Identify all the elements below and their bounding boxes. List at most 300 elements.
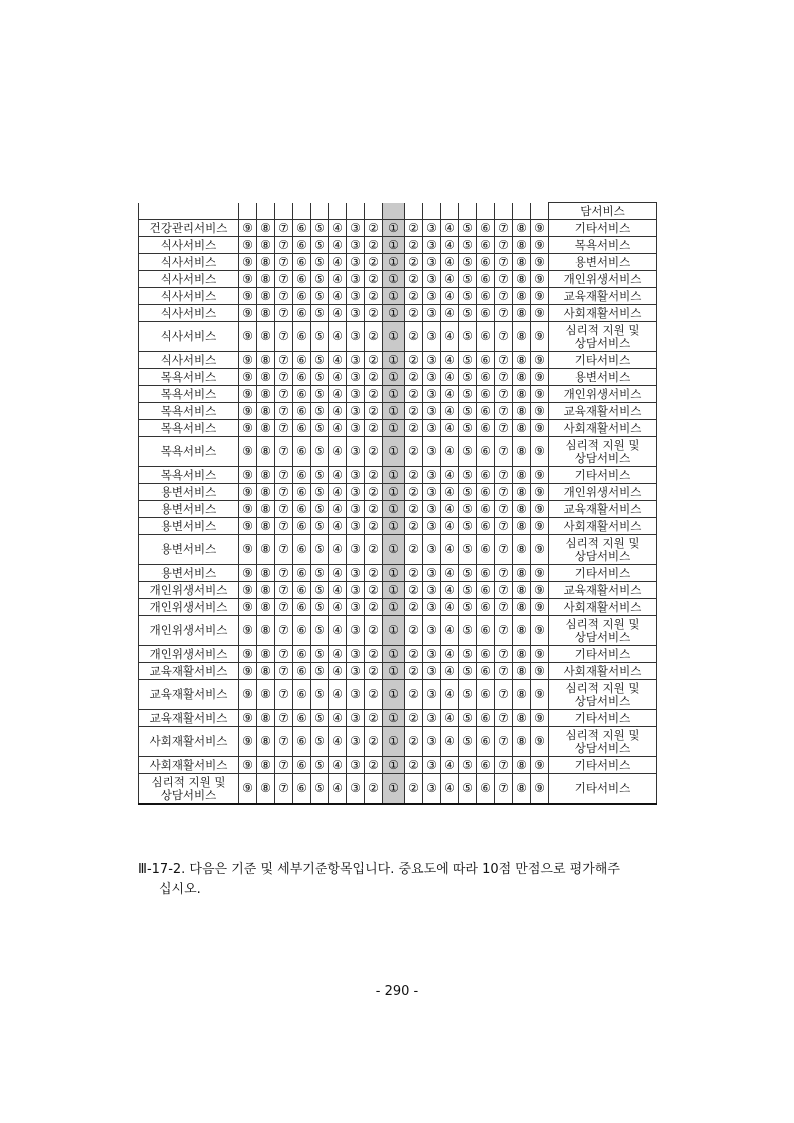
scale-option[interactable]: ⑧ — [513, 727, 531, 757]
scale-option[interactable]: ⑥ — [477, 254, 495, 271]
scale-option[interactable]: ② — [365, 727, 383, 757]
scale-option[interactable]: ④ — [329, 535, 347, 565]
scale-option[interactable]: ⑤ — [311, 616, 329, 646]
scale-option[interactable]: ⑨ — [239, 484, 257, 501]
scale-option[interactable]: ⑥ — [477, 501, 495, 518]
scale-option[interactable]: ⑥ — [477, 352, 495, 369]
scale-option[interactable]: ⑦ — [275, 271, 293, 288]
scale-option[interactable]: ⑤ — [459, 727, 477, 757]
scale-option[interactable]: ④ — [441, 220, 459, 237]
scale-option[interactable]: ② — [365, 352, 383, 369]
scale-option[interactable]: ② — [405, 774, 423, 805]
scale-option[interactable]: ⑨ — [239, 467, 257, 484]
scale-option[interactable]: ② — [405, 710, 423, 727]
scale-option-equal[interactable]: ① — [383, 646, 405, 663]
scale-option[interactable]: ⑧ — [257, 271, 275, 288]
scale-option[interactable]: ⑧ — [513, 599, 531, 616]
scale-option-equal[interactable]: ① — [383, 757, 405, 774]
scale-option[interactable]: ③ — [423, 518, 441, 535]
scale-option-equal[interactable]: ① — [383, 484, 405, 501]
scale-option[interactable]: ④ — [329, 774, 347, 805]
scale-option[interactable]: ⑤ — [311, 386, 329, 403]
scale-option[interactable]: ③ — [423, 237, 441, 254]
scale-option[interactable]: ⑨ — [531, 565, 549, 582]
scale-option[interactable]: ② — [405, 288, 423, 305]
scale-option[interactable]: ⑤ — [311, 237, 329, 254]
scale-option[interactable]: ④ — [441, 254, 459, 271]
scale-option[interactable]: ⑤ — [459, 599, 477, 616]
scale-option[interactable]: ⑦ — [275, 680, 293, 710]
scale-option[interactable]: ④ — [441, 467, 459, 484]
scale-option[interactable]: ⑥ — [477, 403, 495, 420]
scale-option[interactable]: ④ — [441, 420, 459, 437]
scale-option[interactable]: ③ — [423, 484, 441, 501]
scale-option[interactable]: ⑧ — [257, 467, 275, 484]
scale-option[interactable]: ⑥ — [293, 680, 311, 710]
scale-option[interactable]: ⑧ — [513, 646, 531, 663]
scale-option[interactable]: ③ — [423, 616, 441, 646]
scale-option[interactable]: ⑤ — [459, 501, 477, 518]
scale-option-equal[interactable]: ① — [383, 774, 405, 805]
scale-option[interactable]: ⑥ — [477, 322, 495, 352]
scale-option[interactable]: ⑨ — [531, 237, 549, 254]
scale-option-equal[interactable]: ① — [383, 710, 405, 727]
scale-option[interactable]: ⑤ — [459, 518, 477, 535]
scale-option[interactable]: ⑨ — [239, 646, 257, 663]
scale-option[interactable]: ⑧ — [257, 565, 275, 582]
scale-option[interactable]: ⑥ — [293, 386, 311, 403]
scale-option[interactable]: ② — [405, 352, 423, 369]
scale-option[interactable]: ④ — [441, 369, 459, 386]
scale-option[interactable]: ⑨ — [531, 271, 549, 288]
scale-option-equal[interactable]: ① — [383, 420, 405, 437]
scale-option[interactable]: ② — [365, 774, 383, 805]
scale-option[interactable]: ⑦ — [495, 386, 513, 403]
scale-option[interactable]: ⑤ — [311, 774, 329, 805]
scale-option[interactable]: ⑤ — [311, 582, 329, 599]
scale-option[interactable]: ⑥ — [293, 501, 311, 518]
scale-option[interactable]: ⑤ — [459, 774, 477, 805]
scale-option[interactable]: ② — [405, 501, 423, 518]
scale-option[interactable]: ② — [405, 518, 423, 535]
scale-option[interactable]: ② — [405, 727, 423, 757]
scale-option-equal[interactable]: ① — [383, 467, 405, 484]
scale-option[interactable]: ④ — [441, 237, 459, 254]
scale-option[interactable]: ③ — [347, 403, 365, 420]
scale-option[interactable]: ③ — [347, 386, 365, 403]
scale-option[interactable]: ⑤ — [311, 288, 329, 305]
scale-option[interactable]: ⑧ — [513, 254, 531, 271]
scale-option[interactable]: ⑦ — [275, 220, 293, 237]
scale-option[interactable]: ④ — [329, 437, 347, 467]
scale-option[interactable]: ⑥ — [293, 646, 311, 663]
scale-option[interactable]: ⑤ — [459, 237, 477, 254]
scale-option[interactable]: ⑧ — [257, 599, 275, 616]
scale-option[interactable]: ⑨ — [531, 599, 549, 616]
scale-option[interactable]: ⑤ — [311, 646, 329, 663]
scale-option[interactable]: ⑧ — [513, 484, 531, 501]
scale-option[interactable]: ③ — [347, 237, 365, 254]
scale-option[interactable]: ② — [405, 484, 423, 501]
scale-option[interactable]: ⑧ — [513, 322, 531, 352]
scale-option[interactable]: ③ — [347, 484, 365, 501]
scale-option[interactable]: ⑦ — [275, 237, 293, 254]
scale-option[interactable]: ③ — [423, 254, 441, 271]
scale-option[interactable]: ③ — [347, 467, 365, 484]
scale-option[interactable]: ② — [365, 582, 383, 599]
scale-option[interactable]: ③ — [423, 322, 441, 352]
scale-option-equal[interactable]: ① — [383, 582, 405, 599]
scale-option[interactable]: ⑧ — [513, 501, 531, 518]
scale-option[interactable]: ⑤ — [459, 646, 477, 663]
scale-option[interactable]: ④ — [329, 386, 347, 403]
scale-option[interactable]: ⑥ — [293, 518, 311, 535]
scale-option[interactable]: ④ — [329, 403, 347, 420]
scale-option[interactable]: ② — [405, 599, 423, 616]
scale-option[interactable]: ② — [365, 467, 383, 484]
scale-option[interactable]: ③ — [423, 501, 441, 518]
scale-option[interactable]: ③ — [347, 710, 365, 727]
scale-option[interactable]: ⑦ — [495, 305, 513, 322]
scale-option[interactable]: ⑥ — [293, 403, 311, 420]
scale-option[interactable]: ⑦ — [495, 501, 513, 518]
scale-option[interactable]: ② — [365, 663, 383, 680]
scale-option[interactable]: ③ — [347, 288, 365, 305]
scale-option[interactable]: ⑤ — [311, 271, 329, 288]
scale-option[interactable]: ⑨ — [239, 582, 257, 599]
scale-option[interactable]: ⑤ — [459, 757, 477, 774]
scale-option[interactable]: ⑦ — [275, 288, 293, 305]
scale-option[interactable]: ⑨ — [531, 680, 549, 710]
scale-option[interactable]: ⑨ — [239, 518, 257, 535]
scale-option-equal[interactable]: ① — [383, 616, 405, 646]
scale-option[interactable]: ③ — [347, 757, 365, 774]
scale-option[interactable]: ⑨ — [239, 565, 257, 582]
scale-option[interactable]: ⑦ — [275, 386, 293, 403]
scale-option[interactable]: ⑥ — [293, 710, 311, 727]
scale-option[interactable]: ⑧ — [513, 582, 531, 599]
scale-option[interactable]: ③ — [347, 727, 365, 757]
scale-option[interactable]: ② — [405, 680, 423, 710]
scale-option[interactable]: ⑨ — [531, 663, 549, 680]
scale-option-equal[interactable]: ① — [383, 237, 405, 254]
scale-option[interactable]: ④ — [329, 582, 347, 599]
scale-option[interactable]: ⑦ — [275, 403, 293, 420]
scale-option[interactable]: ④ — [441, 322, 459, 352]
scale-option[interactable]: ⑤ — [311, 322, 329, 352]
scale-option[interactable]: ⑤ — [459, 616, 477, 646]
scale-option[interactable]: ⑨ — [239, 420, 257, 437]
scale-option[interactable]: ② — [405, 220, 423, 237]
scale-option[interactable]: ⑧ — [513, 535, 531, 565]
scale-option[interactable]: ⑧ — [513, 369, 531, 386]
scale-option[interactable]: ⑨ — [531, 501, 549, 518]
scale-option[interactable]: ③ — [347, 220, 365, 237]
scale-option[interactable]: ④ — [329, 663, 347, 680]
scale-option[interactable]: ⑤ — [459, 369, 477, 386]
scale-option[interactable]: ⑦ — [495, 565, 513, 582]
scale-option[interactable]: ⑥ — [477, 727, 495, 757]
scale-option[interactable]: ② — [405, 646, 423, 663]
scale-option[interactable]: ⑧ — [513, 616, 531, 646]
scale-option[interactable]: ⑦ — [495, 518, 513, 535]
scale-option[interactable]: ⑤ — [459, 254, 477, 271]
scale-option[interactable]: ④ — [441, 663, 459, 680]
scale-option[interactable]: ③ — [423, 437, 441, 467]
scale-option[interactable]: ⑥ — [293, 663, 311, 680]
scale-option[interactable]: ⑥ — [477, 484, 495, 501]
scale-option[interactable]: ⑤ — [311, 710, 329, 727]
scale-option[interactable]: ⑤ — [311, 305, 329, 322]
scale-option[interactable]: ⑥ — [293, 599, 311, 616]
scale-option[interactable]: ⑤ — [459, 322, 477, 352]
scale-option-equal[interactable]: ① — [383, 403, 405, 420]
scale-option[interactable]: ② — [405, 535, 423, 565]
scale-option-equal[interactable]: ① — [383, 271, 405, 288]
scale-option[interactable]: ⑨ — [531, 220, 549, 237]
scale-option[interactable]: ② — [365, 710, 383, 727]
scale-option[interactable]: ④ — [441, 386, 459, 403]
scale-option[interactable]: ⑨ — [239, 774, 257, 805]
scale-option[interactable]: ⑤ — [459, 220, 477, 237]
scale-option[interactable]: ⑦ — [495, 237, 513, 254]
scale-option[interactable]: ④ — [329, 420, 347, 437]
scale-option[interactable]: ⑤ — [459, 437, 477, 467]
scale-option[interactable]: ⑧ — [257, 616, 275, 646]
scale-option[interactable]: ⑥ — [293, 437, 311, 467]
scale-option[interactable]: ⑤ — [311, 501, 329, 518]
scale-option[interactable]: ⑦ — [495, 599, 513, 616]
scale-option[interactable]: ⑤ — [459, 710, 477, 727]
scale-option[interactable]: ⑧ — [257, 646, 275, 663]
scale-option[interactable]: ⑤ — [459, 420, 477, 437]
scale-option[interactable]: ⑤ — [311, 757, 329, 774]
scale-option[interactable]: ⑧ — [257, 582, 275, 599]
scale-option[interactable]: ② — [405, 271, 423, 288]
scale-option[interactable]: ⑦ — [495, 680, 513, 710]
scale-option[interactable]: ⑦ — [495, 322, 513, 352]
scale-option[interactable]: ④ — [441, 582, 459, 599]
scale-option[interactable]: ⑨ — [531, 646, 549, 663]
scale-option[interactable]: ③ — [423, 646, 441, 663]
scale-option[interactable]: ④ — [441, 710, 459, 727]
scale-option[interactable]: ③ — [423, 535, 441, 565]
scale-option[interactable]: ⑧ — [257, 237, 275, 254]
scale-option[interactable]: ④ — [329, 305, 347, 322]
scale-option[interactable]: ④ — [441, 305, 459, 322]
scale-option[interactable]: ⑥ — [293, 484, 311, 501]
scale-option[interactable]: ⑥ — [293, 369, 311, 386]
scale-option[interactable]: ⑧ — [513, 437, 531, 467]
scale-option[interactable]: ⑦ — [495, 710, 513, 727]
scale-option[interactable]: ⑤ — [311, 369, 329, 386]
scale-option[interactable]: ⑧ — [257, 288, 275, 305]
scale-option[interactable]: ⑥ — [477, 518, 495, 535]
scale-option[interactable]: ⑧ — [513, 663, 531, 680]
scale-option[interactable]: ④ — [329, 254, 347, 271]
scale-option[interactable]: ⑨ — [531, 616, 549, 646]
scale-option[interactable]: ⑧ — [513, 680, 531, 710]
scale-option[interactable]: ③ — [347, 322, 365, 352]
scale-option[interactable]: ⑨ — [531, 774, 549, 805]
scale-option[interactable]: ④ — [441, 757, 459, 774]
scale-option[interactable]: ⑨ — [531, 420, 549, 437]
scale-option[interactable]: ⑧ — [513, 467, 531, 484]
scale-option[interactable]: ④ — [441, 501, 459, 518]
scale-option[interactable]: ③ — [347, 535, 365, 565]
scale-option[interactable]: ⑧ — [257, 774, 275, 805]
scale-option[interactable]: ⑧ — [257, 680, 275, 710]
scale-option[interactable]: ④ — [441, 288, 459, 305]
scale-option[interactable]: ⑧ — [257, 437, 275, 467]
scale-option[interactable]: ⑤ — [311, 484, 329, 501]
scale-option[interactable]: ⑤ — [459, 565, 477, 582]
scale-option[interactable]: ⑧ — [257, 305, 275, 322]
scale-option[interactable]: ② — [405, 565, 423, 582]
scale-option-equal[interactable]: ① — [383, 369, 405, 386]
scale-option[interactable]: ② — [405, 403, 423, 420]
scale-option[interactable]: ⑨ — [239, 680, 257, 710]
scale-option[interactable]: ⑥ — [293, 774, 311, 805]
scale-option-equal[interactable]: ① — [383, 220, 405, 237]
scale-option-equal[interactable]: ① — [383, 254, 405, 271]
scale-option[interactable]: ⑨ — [531, 352, 549, 369]
scale-option[interactable]: ④ — [329, 757, 347, 774]
scale-option[interactable]: ⑥ — [477, 467, 495, 484]
scale-option[interactable]: ⑤ — [459, 582, 477, 599]
scale-option[interactable]: ⑥ — [293, 467, 311, 484]
scale-option[interactable]: ⑨ — [239, 599, 257, 616]
scale-option-equal[interactable]: ① — [383, 663, 405, 680]
scale-option[interactable]: ⑨ — [239, 220, 257, 237]
scale-option[interactable]: ⑥ — [293, 237, 311, 254]
scale-option[interactable]: ③ — [347, 369, 365, 386]
scale-option[interactable]: ⑤ — [459, 680, 477, 710]
scale-option[interactable]: ⑨ — [531, 369, 549, 386]
scale-option[interactable]: ⑧ — [257, 352, 275, 369]
scale-option[interactable]: ③ — [423, 420, 441, 437]
scale-option[interactable]: ⑥ — [477, 774, 495, 805]
scale-option-equal[interactable]: ① — [383, 352, 405, 369]
scale-option[interactable]: ④ — [329, 646, 347, 663]
scale-option[interactable]: ⑧ — [513, 757, 531, 774]
scale-option[interactable]: ② — [365, 535, 383, 565]
scale-option[interactable]: ③ — [347, 616, 365, 646]
scale-option[interactable]: ⑦ — [275, 710, 293, 727]
scale-option[interactable]: ④ — [329, 322, 347, 352]
scale-option[interactable]: ⑥ — [293, 305, 311, 322]
scale-option[interactable]: ⑤ — [459, 403, 477, 420]
scale-option[interactable]: ⑨ — [531, 484, 549, 501]
scale-option-equal[interactable]: ① — [383, 599, 405, 616]
scale-option[interactable]: ⑦ — [275, 369, 293, 386]
scale-option[interactable]: ③ — [423, 220, 441, 237]
scale-option[interactable]: ⑧ — [257, 420, 275, 437]
scale-option[interactable]: ⑤ — [459, 288, 477, 305]
scale-option[interactable]: ⑤ — [311, 599, 329, 616]
scale-option[interactable]: ⑦ — [495, 757, 513, 774]
scale-option[interactable]: ⑧ — [257, 220, 275, 237]
scale-option[interactable]: ⑤ — [459, 271, 477, 288]
scale-option[interactable]: ⑤ — [311, 535, 329, 565]
scale-option[interactable]: ② — [405, 757, 423, 774]
scale-option[interactable]: ⑨ — [239, 352, 257, 369]
scale-option[interactable]: ② — [405, 663, 423, 680]
scale-option[interactable]: ② — [365, 501, 383, 518]
scale-option[interactable]: ② — [365, 599, 383, 616]
scale-option[interactable]: ⑦ — [275, 305, 293, 322]
scale-option[interactable]: ⑨ — [531, 386, 549, 403]
scale-option[interactable]: ⑥ — [293, 565, 311, 582]
scale-option[interactable]: ⑥ — [477, 369, 495, 386]
scale-option[interactable]: ⑥ — [477, 305, 495, 322]
scale-option[interactable]: ⑥ — [477, 616, 495, 646]
scale-option[interactable]: ⑦ — [275, 599, 293, 616]
scale-option[interactable]: ⑥ — [477, 599, 495, 616]
scale-option[interactable]: ⑦ — [495, 774, 513, 805]
scale-option[interactable]: ② — [405, 254, 423, 271]
scale-option[interactable]: ⑨ — [239, 305, 257, 322]
scale-option[interactable]: ④ — [441, 565, 459, 582]
scale-option[interactable]: ⑨ — [531, 710, 549, 727]
scale-option[interactable]: ② — [365, 616, 383, 646]
scale-option[interactable]: ⑧ — [513, 420, 531, 437]
scale-option[interactable]: ④ — [329, 616, 347, 646]
scale-option[interactable]: ⑨ — [239, 727, 257, 757]
scale-option[interactable]: ⑨ — [239, 437, 257, 467]
scale-option-equal[interactable]: ① — [383, 288, 405, 305]
scale-option[interactable]: ④ — [329, 220, 347, 237]
scale-option[interactable]: ④ — [441, 535, 459, 565]
scale-option[interactable]: ② — [405, 386, 423, 403]
scale-option[interactable]: ⑤ — [459, 467, 477, 484]
scale-option[interactable]: ⑤ — [311, 565, 329, 582]
scale-option[interactable]: ③ — [423, 663, 441, 680]
scale-option[interactable]: ② — [365, 237, 383, 254]
scale-option[interactable]: ⑦ — [495, 467, 513, 484]
scale-option[interactable]: ⑧ — [257, 484, 275, 501]
scale-option[interactable]: ⑧ — [257, 710, 275, 727]
scale-option[interactable]: ⑧ — [257, 369, 275, 386]
scale-option[interactable]: ② — [405, 237, 423, 254]
scale-option[interactable]: ② — [365, 254, 383, 271]
scale-option[interactable]: ⑧ — [513, 237, 531, 254]
scale-option[interactable]: ⑦ — [495, 271, 513, 288]
scale-option[interactable]: ② — [405, 582, 423, 599]
scale-option-equal[interactable]: ① — [383, 680, 405, 710]
scale-option[interactable]: ⑨ — [239, 237, 257, 254]
scale-option[interactable]: ④ — [329, 565, 347, 582]
scale-option[interactable]: ⑧ — [513, 518, 531, 535]
scale-option[interactable]: ⑦ — [495, 220, 513, 237]
scale-option[interactable]: ⑥ — [477, 565, 495, 582]
scale-option[interactable]: ④ — [441, 616, 459, 646]
scale-option[interactable]: ② — [365, 386, 383, 403]
scale-option[interactable]: ⑨ — [239, 535, 257, 565]
scale-option[interactable]: ② — [365, 420, 383, 437]
scale-option[interactable]: ⑦ — [275, 254, 293, 271]
scale-option[interactable]: ⑥ — [477, 420, 495, 437]
scale-option[interactable]: ⑥ — [477, 663, 495, 680]
scale-option[interactable]: ⑤ — [311, 254, 329, 271]
scale-option[interactable]: ② — [365, 757, 383, 774]
scale-option[interactable]: ⑨ — [239, 322, 257, 352]
scale-option[interactable]: ⑨ — [239, 757, 257, 774]
scale-option[interactable]: ⑨ — [531, 582, 549, 599]
scale-option[interactable]: ⑧ — [513, 305, 531, 322]
scale-option[interactable]: ⑨ — [531, 535, 549, 565]
scale-option[interactable]: ⑦ — [495, 254, 513, 271]
